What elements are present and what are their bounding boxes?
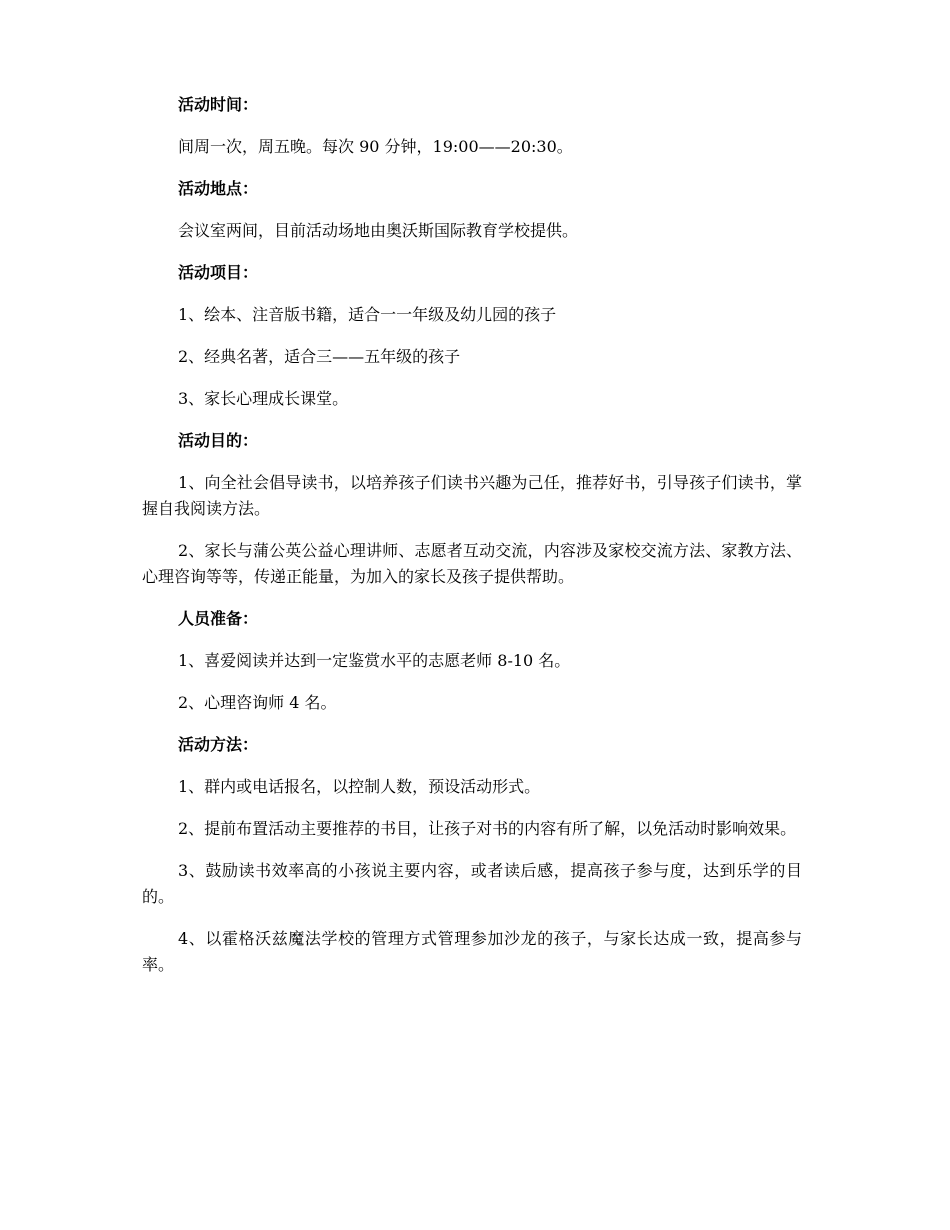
section-heading: 活动地点：	[178, 179, 259, 198]
paragraph: 2、家长与蒲公英公益心理讲师、志愿者互动交流，内容涉及家校交流方法、家教方法、心理咨询等等，传递正能量，为加入的家长及孩子提供帮助。	[142, 541, 802, 586]
section-heading: 活动目的：	[178, 431, 259, 450]
paragraph: 3、家长心理成长课堂。	[178, 389, 349, 408]
paragraph: 1、绘本、注音版书籍，适合一一年级及幼儿园的孩子	[178, 305, 557, 324]
section-heading: 活动时间：	[178, 95, 259, 114]
section-purpose	[142, 428, 802, 590]
document-body	[142, 92, 802, 978]
section-time	[142, 92, 802, 160]
paragraph: 2、经典名著，适合三——五年级的孩子	[178, 347, 461, 366]
paragraph: 2、心理咨询师 4 名。	[178, 693, 337, 712]
paragraph: 4、以霍格沃兹魔法学校的管理方式管理参加沙龙的孩子，与家长达成一致，提高参与率。	[142, 929, 802, 974]
paragraph: 1、群内或电话报名，以控制人数，预设活动形式。	[178, 777, 541, 796]
paragraph: 1、向全社会倡导读书，以培养孩子们读书兴趣为己任，推荐好书，引导孩子们读书，掌握自我阅读方法。	[142, 473, 802, 518]
paragraph: 3、鼓励读书效率高的小孩说主要内容，或者读后感，提高孩子参与度，达到乐学的目的。	[142, 861, 802, 906]
paragraph: 1、喜爱阅读并达到一定鉴赏水平的志愿老师 8-10 名。	[178, 651, 571, 670]
section-heading: 活动方法：	[178, 735, 259, 754]
paragraph: 2、提前布置活动主要推荐的书目，让孩子对书的内容有所了解，以免活动时影响效果。	[178, 819, 797, 838]
section-heading: 人员准备：	[178, 609, 259, 628]
section-staff	[142, 606, 802, 716]
section-heading: 活动项目：	[178, 263, 259, 282]
paragraph: 间周一次，周五晚。每次 90 分钟，19:00——20:30。	[178, 137, 573, 156]
paragraph: 会议室两间，目前活动场地由奥沃斯国际教育学校提供。	[178, 221, 579, 240]
section-methods	[142, 732, 802, 978]
section-items	[142, 260, 802, 412]
section-location	[142, 176, 802, 244]
